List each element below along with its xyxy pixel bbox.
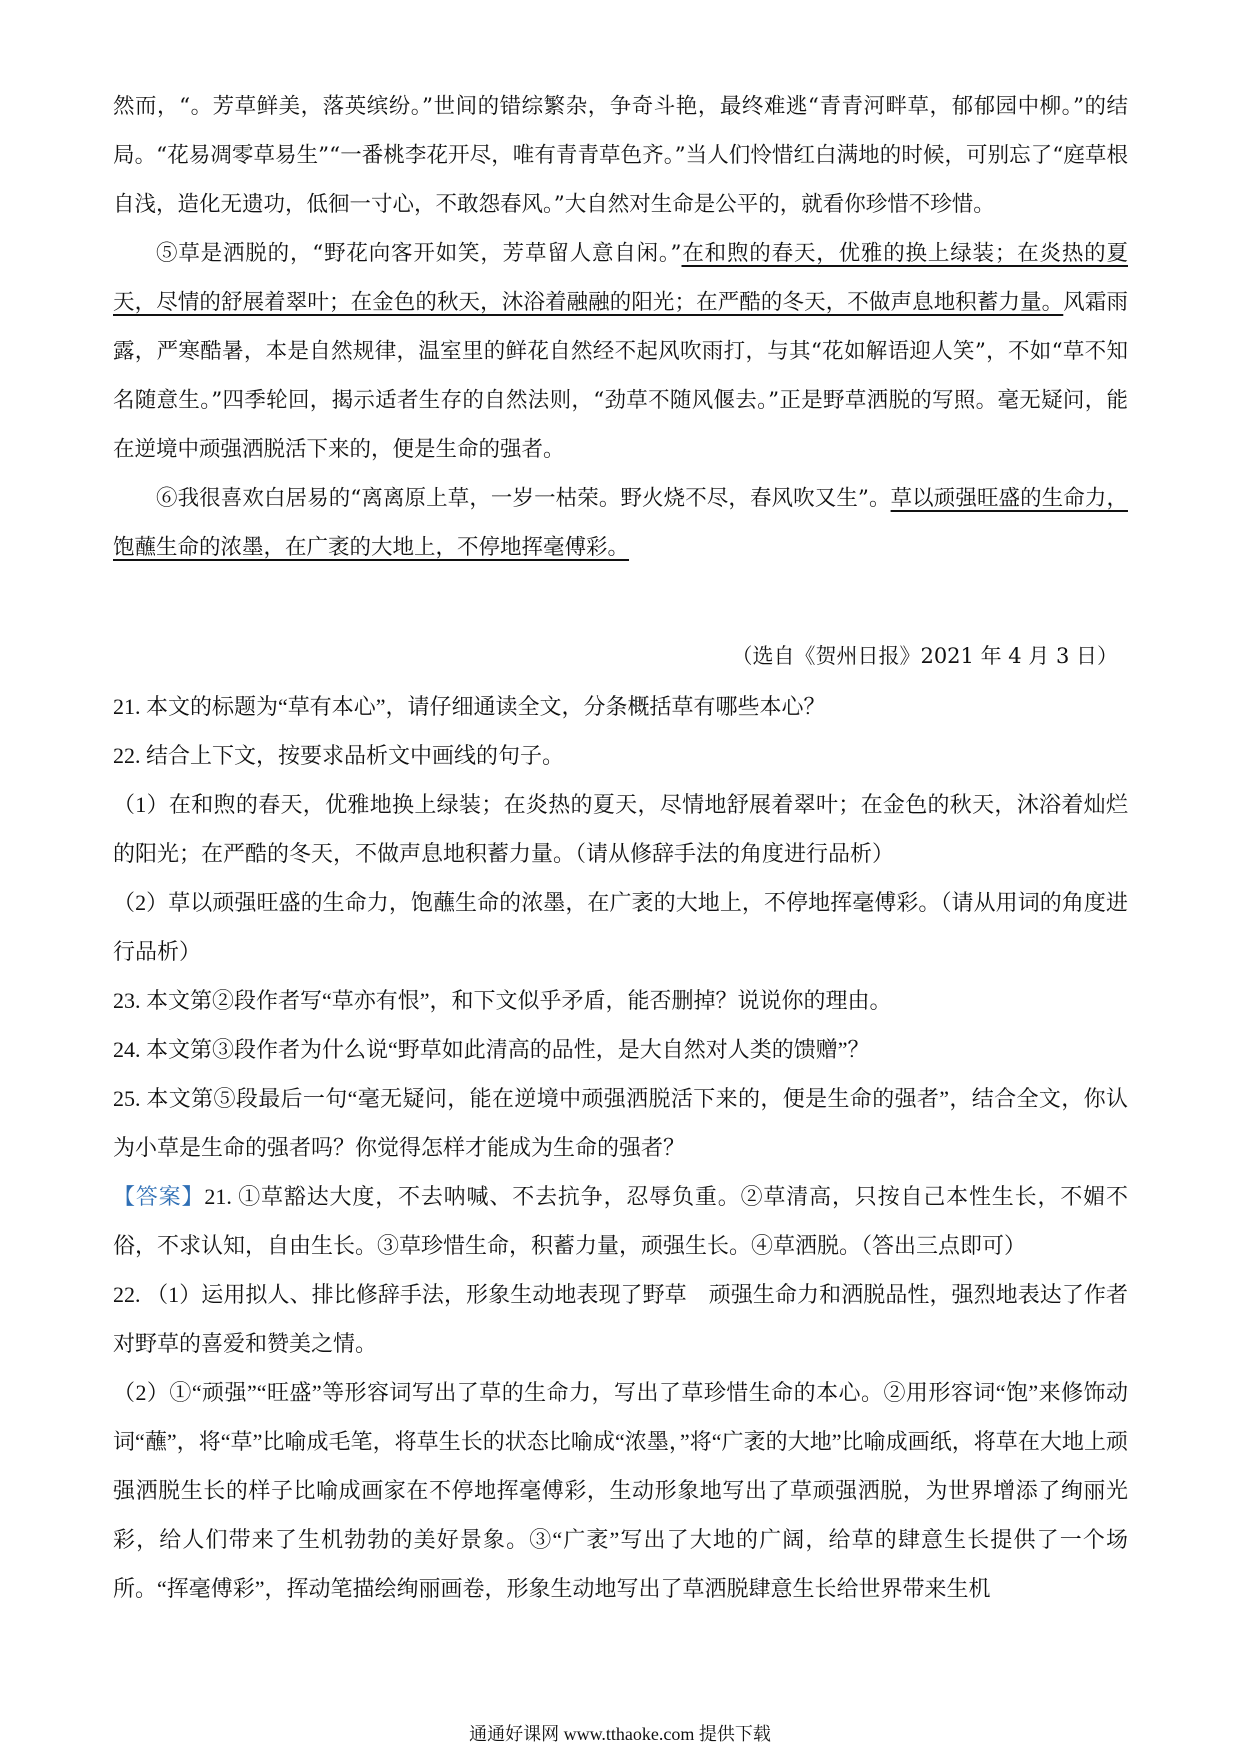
underlined-sentence-2: 草以顽强旺盛的生命力，饱蘸生命的浓墨，在广袤的大地上，不停地挥毫傅彩。: [113, 486, 1128, 560]
source-citation: （选自《贺州日报》2021 年 4 月 3 日）: [731, 644, 1118, 668]
answer-22-2: （2）①“顽强”“旺盛”等形容词写出了草的生命力，写出了草珍惜生命的本心。②用形容词“饱”来修饰动词“蘸”，将“草”比喻成毛笔，将草生长的状态比喻成“浓墨，”将“广袤的大地”比喻成画纸，将草在大地上顽强洒脱生长的样子比喻成画家在不停地挥毫傅彩，生动形象地写出了草顽强洒脱，为世界增添了绚丽光彩，给人们带来了生机勃勃的美好景象。③“广袤”写出了大地的广阔，给草的肆意生长提供了一个场所。“挥毫傅彩”，挥动笔描绘绚丽画卷，形象生动地写出了草洒脱肆意生长给世界带来生机: [113, 1380, 1128, 1601]
answer-21: [113, 1172, 1128, 1270]
underlined-sentence-1: 在和煦的春天，优雅的换上绿装；在炎热的夏天，尽情的舒展着翠叶；在金色的秋天，沐浴着融融的阳光；在严酷的冬天，不做声息地积蓄力量。: [113, 241, 1128, 315]
questions: [113, 682, 1128, 1613]
paragraph-6-lead: ⑥我很喜欢白居易的“离离原上草，一岁一枯荣。野火烧不尽，春风吹又生”。: [156, 486, 891, 511]
question-24: 24. 本文第③段作者为什么说“野草如此清高的品性，是大自然对人类的馈赠”？: [113, 1037, 870, 1062]
question-21: 21. 本文的标题为“草有本心”，请仔细通读全文，分条概括草有哪些本心？: [113, 694, 826, 719]
paragraph-5-lead: ⑤草是洒脱的，“野花向客开如笑，芳草留人意自闲。”: [156, 241, 682, 266]
paragraph-5-rest: 风霜雨露，严寒酷暑，本是自然规律，温室里的鲜花自然经不起风吹雨打，与其“花如解语迎人笑”，不如“草不知名随意生。”四季轮回，揭示适者生存的自然法则，“劲草不随风偃去。”正是野草洒脱的写照。毫无疑问，能在逆境中顽强洒脱活下来的，便是生命的强者。: [113, 290, 1128, 462]
footer: 通通好课网 www.tthaoke.com 提供下载: [469, 1724, 771, 1744]
paragraph-4: 然而，“。芳草鲜美，落英缤纷。”世间的错综繁杂，争奇斗艳，最终难逃“青青河畔草，郁郁园中柳。”的结局。“花易凋零草易生”“一番桃李花开尽，唯有青青草色齐。”当人们怜惜红白满地的时候，可别忘了“庭草根自浅，造化无遗功，低徊一寸心，不敢怨春风。”大自然对生命是公平的，就看你珍惜不珍惜。: [113, 94, 1128, 217]
question-25: 25. 本文第⑤段最后一句“毫无疑问，能在逆境中顽强洒脱活下来的，便是生命的强者”，结合全文，你认为小草是生命的强者吗？你觉得怎样才能成为生命的强者？: [113, 1086, 1128, 1160]
answer-tag: 【答案】: [113, 1184, 205, 1209]
question-22-2: （2）草以顽强旺盛的生命力，饱蘸生命的浓墨，在广袤的大地上，不停地挥毫傅彩。（请从用词的角度进行品析）: [113, 890, 1128, 964]
question-23: 23. 本文第②段作者写“草亦有恨”，和下文似乎矛盾，能否删掉？说说你的理由。: [113, 988, 892, 1013]
paragraph-5: [113, 229, 1128, 474]
answer-21-text: 21. ①草豁达大度，不去呐喊、不去抗争，忍辱负重。②草清高，只按自己本性生长，不媚不俗，不求认知，自由生长。③草珍惜生命，积蓄力量，顽强生长。④草洒脱。（答出三点即可）: [113, 1184, 1128, 1258]
paragraph-6: [113, 474, 1128, 572]
answer-22-1: 22. （1）运用拟人、排比修辞手法，形象生动地表现了野草 顽强生命力和洒脱品性，强烈地表达了作者对野草的喜爱和赞美之情。: [113, 1282, 1128, 1356]
passage: [113, 82, 1128, 572]
question-22-1: （1）在和煦的春天，优雅地换上绿装；在炎热的夏天，尽情地舒展着翠叶；在金色的秋天，沐浴着灿烂的阳光；在严酷的冬天，不做声息地积蓄力量。（请从修辞手法的角度进行品析）: [113, 792, 1128, 866]
question-22: 22. 结合上下文，按要求品析文中画线的句子。: [113, 743, 565, 768]
